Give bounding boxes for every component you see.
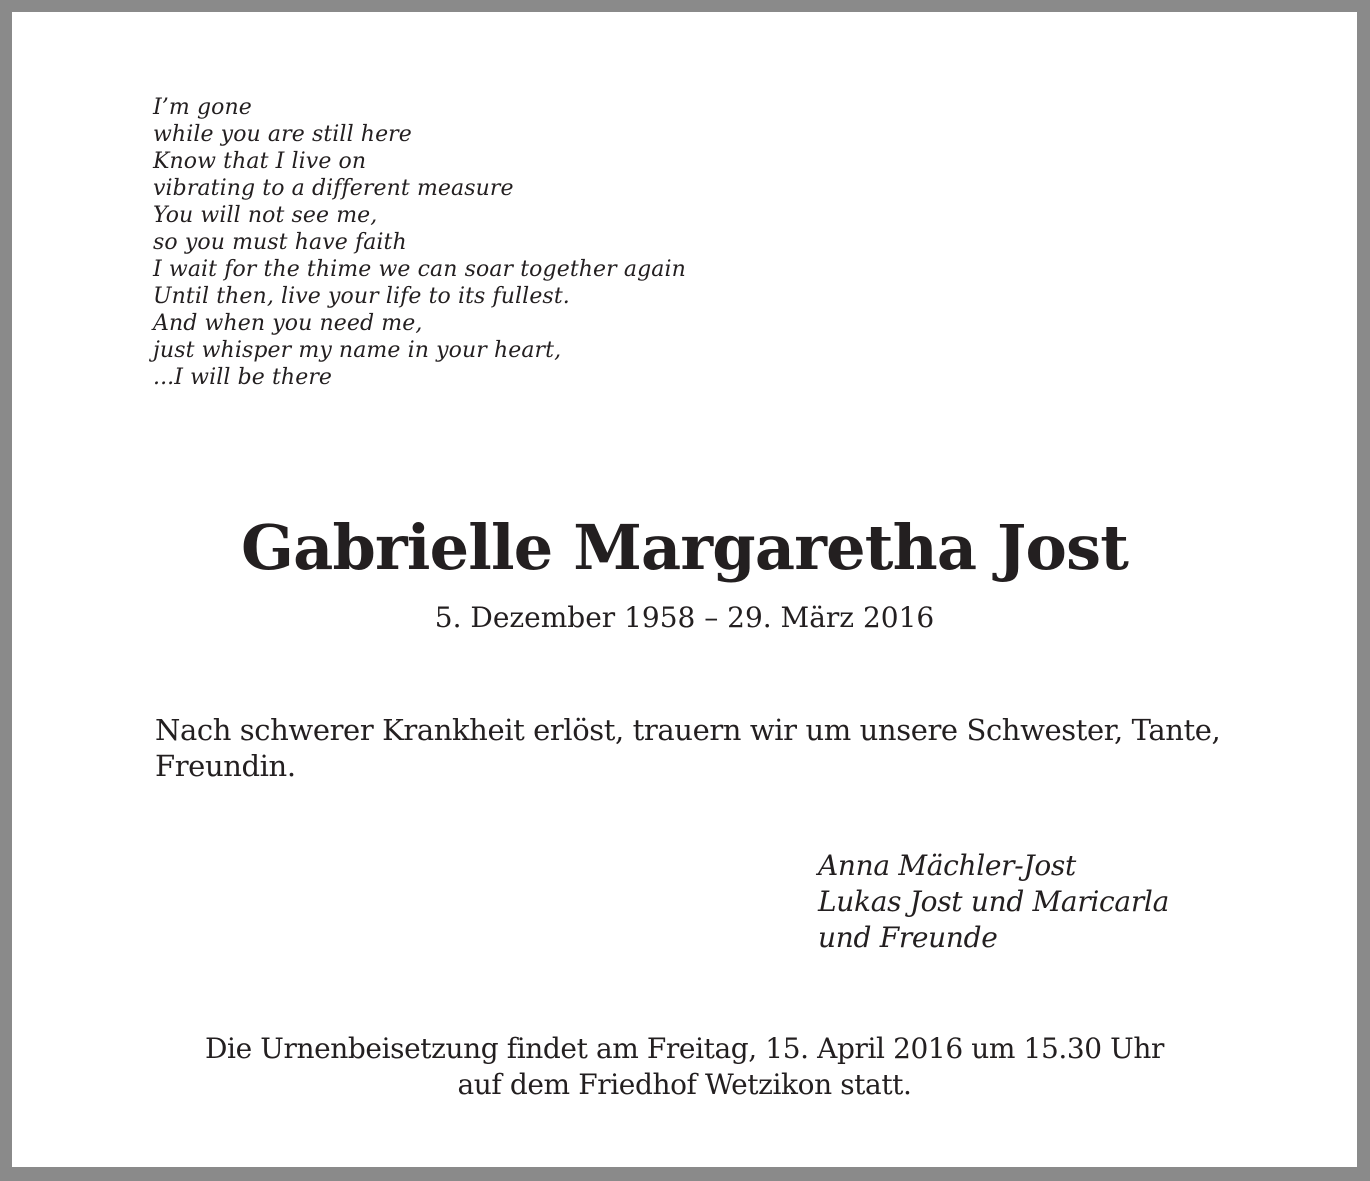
poem-line: I wait for the thime we can soar together again — [153, 257, 686, 282]
poem-line: ...I will be there — [153, 365, 333, 390]
mourners-list — [818, 848, 1169, 956]
poem — [153, 94, 686, 391]
burial-announcement-line: auf dem Friedhof Wetzikon statt. — [457, 1068, 912, 1101]
poem-line: Know that I live on — [153, 149, 367, 174]
mourner-name: und Freunde — [818, 921, 998, 954]
poem-line: And when you need me, — [153, 311, 423, 336]
burial-announcement-line: Die Urnenbeisetzung findet am Freitag, 15. April 2016 um 15.30 Uhr — [204, 1032, 1164, 1065]
poem-line: just whisper my name in your heart, — [153, 338, 562, 363]
poem-line: Until then, live your life to its fullest. — [153, 284, 570, 309]
poem-line: vibrating to a different measure — [153, 176, 514, 201]
deceased-name: Gabrielle Margaretha Jost — [240, 511, 1129, 584]
poem-line: You will not see me, — [153, 203, 378, 228]
poem-line: while you are still here — [153, 122, 412, 147]
poem-line: so you must have faith — [153, 230, 407, 255]
life-dates: 5. Dezember 1958 – 29. März 2016 — [434, 601, 935, 634]
mourner-name: Lukas Jost und Maricarla — [818, 885, 1169, 918]
poem-line: I’m gone — [153, 95, 252, 120]
mourner-name: Anna Mächler-Jost — [818, 849, 1076, 882]
mourning-message: Nach schwerer Krankheit erlöst, trauern wir um unsere Schwester, Tante, Freundin. — [155, 713, 1221, 783]
obituary-notice — [12, 12, 1357, 1167]
burial-announcement — [12, 1031, 1357, 1103]
